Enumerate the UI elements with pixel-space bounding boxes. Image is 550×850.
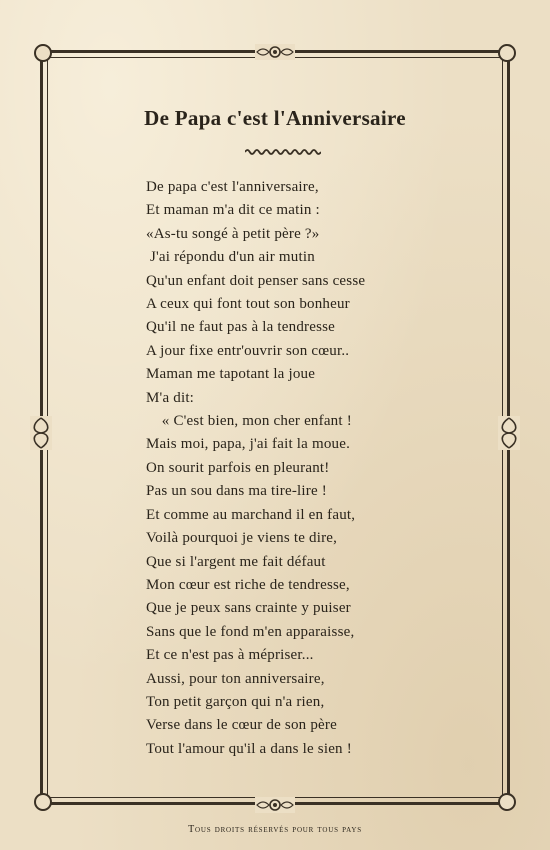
poem-line: Et comme au marchand il en faut, xyxy=(146,506,356,523)
poem-line: Pas un sou dans ma tire-lire ! xyxy=(146,483,327,500)
poem-line: A ceux qui font tout son bonheur xyxy=(146,296,350,313)
poem-line: J'ai répondu d'un air mutin xyxy=(146,249,315,266)
poem-line: Ton petit garçon qui n'a rien, xyxy=(146,693,325,710)
poem-line: Mon cœur est riche de tendresse, xyxy=(146,576,350,593)
poem-line: Et maman m'a dit ce matin : xyxy=(146,202,320,219)
poem-line: On sourit parfois en pleurant! xyxy=(146,459,330,476)
poem-line: Et ce n'est pas à mépriser... xyxy=(146,647,314,664)
poem-line: Qu'un enfant doit penser sans cesse xyxy=(146,272,366,289)
knot-ornament-left xyxy=(30,416,52,450)
poem-line: Mais moi, papa, j'ai fait la moue. xyxy=(146,436,351,453)
poem-line: Voilà pourquoi je viens te dire, xyxy=(146,530,338,547)
poem-line: « C'est bien, mon cher enfant ! xyxy=(146,413,352,430)
poem-line: Sans que le fond m'en apparaisse, xyxy=(146,623,355,640)
poem-line: Qu'il ne faut pas à la tendresse xyxy=(146,319,336,336)
title-divider-ornament xyxy=(245,148,321,156)
poem-line: De papa c'est l'anniversaire, xyxy=(146,179,319,195)
frame-corner-ornament xyxy=(34,44,52,62)
poem-line: Aussi, pour ton anniversaire, xyxy=(146,670,325,687)
poem-line: M'a dit: xyxy=(146,389,195,406)
frame-corner-ornament xyxy=(34,793,52,811)
floral-ornament-top xyxy=(255,44,295,60)
poem-line: A jour fixe entr'ouvrir son cœur.. xyxy=(146,342,350,359)
poem-title: De Papa c'est l'Anniversaire xyxy=(144,106,406,130)
poem-line: «As-tu songé à petit père ?» xyxy=(146,225,320,242)
frame-corner-ornament xyxy=(498,44,516,62)
poem-line: Que si l'argent me fait défaut xyxy=(146,553,326,570)
poem-text xyxy=(146,176,446,761)
poem-line: Verse dans le cœur de son père xyxy=(146,717,337,734)
copyright-notice: Tous droits réservés pour tous pays xyxy=(188,824,362,835)
floral-ornament-bottom xyxy=(255,797,295,813)
frame-corner-ornament xyxy=(498,793,516,811)
knot-ornament-right xyxy=(498,416,520,450)
poem-line: Maman me tapotant la joue xyxy=(146,366,316,383)
poem-line: Tout l'amour qu'il a dans le sien ! xyxy=(146,740,352,757)
poem-line: Que je peux sans crainte y puiser xyxy=(146,600,351,617)
